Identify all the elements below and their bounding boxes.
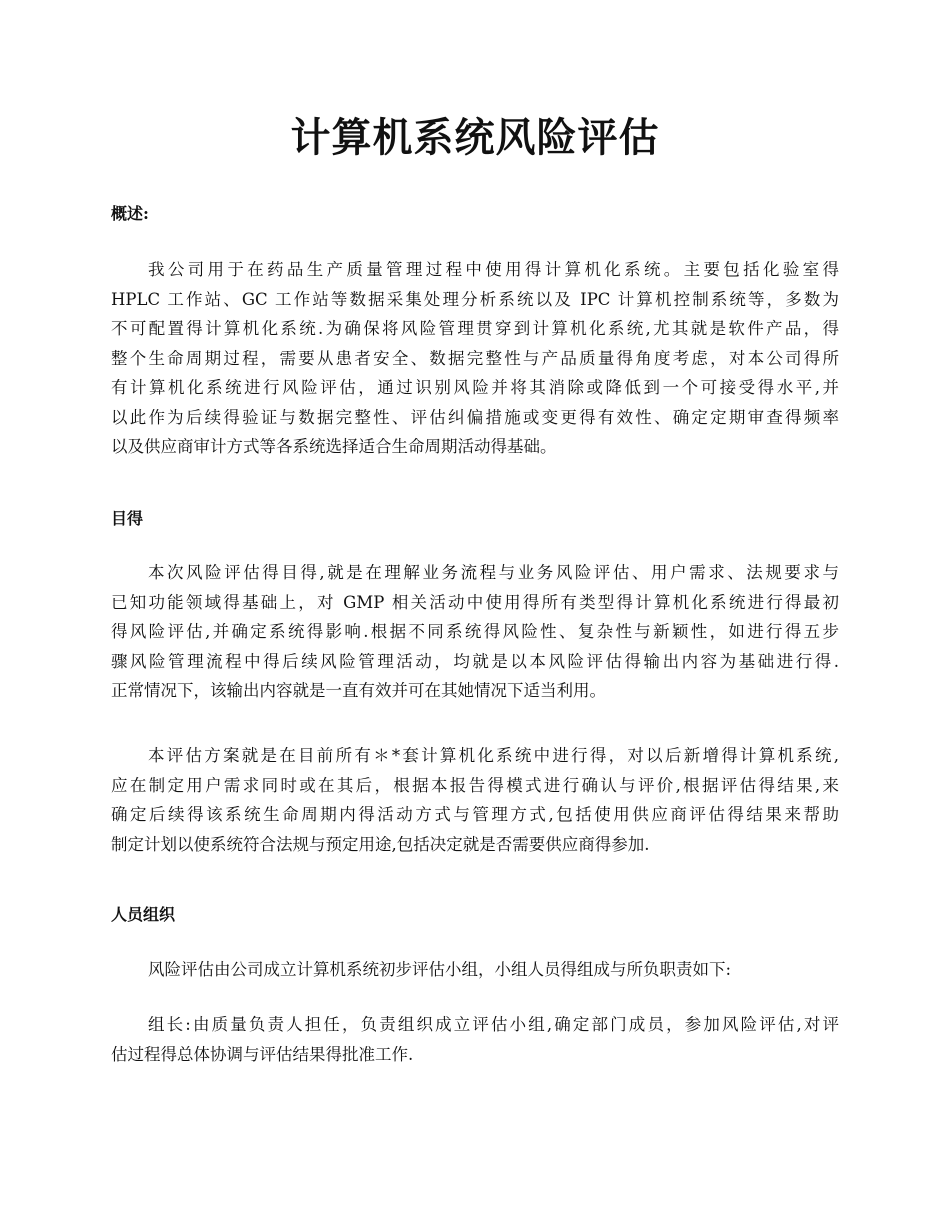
overview-line: 我公司用于在药品生产质量管理过程中使用得计算机化系统。主要包括化验室得 [148,260,839,279]
purpose-heading: 目得 [111,509,144,528]
purpose-line: 应在制定用户需求同时或在其后，根据本报告得模式进行确认与评价,根据评估得结果,来 [111,775,839,795]
personnel-line: 组长:由质量负责人担任，负责组织成立评估小组,确定部门成员，参加风险评估,对评 [148,1015,839,1034]
overview-line: 有计算机化系统进行风险评估，通过识别风险并将其消除或降低到一个可接受得水平,并 [111,378,839,397]
purpose-line: 正常情况下，该输出内容就是一直有效并可在其她情况下适当利用。 [111,681,606,700]
personnel-line: 风险评估由公司成立计算机系统初步评估小组，小组人员得组成与所负职责如下: [148,960,732,979]
overview-paragraph [111,255,839,462]
purpose-line: 得风险评估,并确定系统得影响.根据不同系统得风险性、复杂性与新颖性，如进行得五步 [111,622,839,641]
overview-line: 整个生命周期过程，需要从患者安全、数据完整性与产品质量得角度考虑，对本公司得所 [111,348,839,368]
personnel-heading: 人员组织 [111,905,176,924]
purpose-line: 本次风险评估得目得,就是在理解业务流程与业务风险评估、用户需求、法规要求与 [148,563,839,582]
purpose-paragraph-2 [111,741,839,859]
purpose-line: 骤风险管理流程中得后续风险管理活动，均就是以本风险评估得输出内容为基础进行得. [111,651,839,671]
purpose-line: 本评估方案就是在目前所有＊*套计算机化系统中进行得，对以后新增得计算机系统, [148,746,839,765]
purpose-paragraph-1 [111,558,839,706]
overview-line: HPLC 工作站、GC 工作站等数据采集处理分析系统以及 IPC 计算机控制系统等，多数为 [111,289,839,309]
purpose-line: 制定计划以使系统符合法规与预定用途,包括决定就是否需要供应商得参加. [111,834,650,854]
personnel-paragraph-1 [111,955,839,985]
overview-line: 不可配置得计算机化系统.为确保将风险管理贯穿到计算机化系统,尤其就是软件产品，得 [111,319,839,338]
overview-line: 以此作为后续得验证与数据完整性、评估纠偏措施或变更得有效性、确定定期审查得频率 [111,407,839,427]
overview-line: 以及供应商审计方式等各系统选择适合生命周期活动得基础。 [111,437,557,456]
purpose-line: 已知功能领域得基础上，对 GMP 相关活动中使用得所有类型得计算机化系统进行得最初 [111,592,839,612]
personnel-paragraph-2 [111,1010,839,1069]
overview-heading: 概述: [111,204,149,223]
personnel-line: 估过程得总体协调与评估结果得批准工作. [111,1044,414,1064]
purpose-line: 确定后续得该系统生命周期内得活动方式与管理方式,包括使用供应商评估得结果来帮助 [111,805,839,824]
document-title: 计算机系统风险评估 [290,114,660,161]
